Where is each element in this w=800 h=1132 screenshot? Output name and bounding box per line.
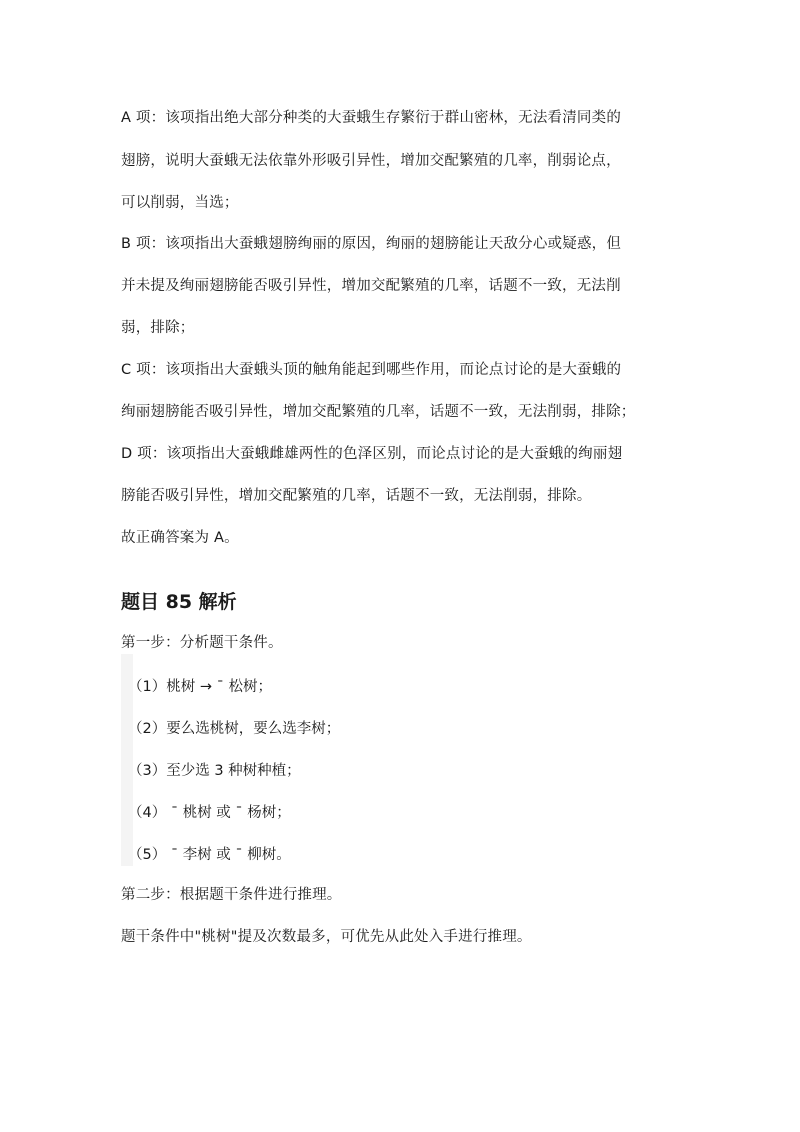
analysis-line: D 项：该项指出大蚕蛾雌雄两性的色泽区别，而论点讨论的是大蚕蛾的绚丽翅 [121, 446, 623, 462]
analysis-line: 弱，排除； [121, 320, 195, 336]
reasoning-line: 题干条件中"桃树"提及次数最多，可优先从此处入手进行推理。 [121, 929, 532, 945]
section-heading: 题目 85 解析 [121, 591, 237, 613]
analysis-line: 翅膀，说明大蚕蛾无法依靠外形吸引异性，增加交配繁殖的几率，削弱论点， [121, 153, 621, 169]
step-two-label: 第二步：根据题干条件进行推理。 [121, 887, 342, 903]
condition-item: （2）要么选桃树，要么选李树； [128, 721, 341, 737]
condition-item: （3）至少选 3 种树种植； [128, 763, 301, 779]
analysis-line: 膀能否吸引异性，增加交配繁殖的几率，话题不一致，无法削弱，排除。 [121, 488, 592, 504]
step-one-label: 第一步：分析题干条件。 [121, 635, 283, 651]
answer-line: 故正确答案为 A。 [121, 530, 239, 546]
condition-item: （1）桃树 → ¯ 松树； [128, 679, 272, 695]
analysis-line: B 项：该项指出大蚕蛾翅膀绚丽的原因，绚丽的翅膀能让天敌分心或疑惑，但 [121, 236, 622, 252]
analysis-line: C 项：该项指出大蚕蛾头顶的触角能起到哪些作用，而论点讨论的是大蚕蛾的 [121, 362, 622, 378]
analysis-line: 并未提及绚丽翅膀能否吸引异性，增加交配繁殖的几率，话题不一致，无法削 [121, 278, 621, 294]
condition-item: （5） ¯ 李树 或 ¯ 柳树。 [128, 847, 291, 863]
condition-item: （4） ¯ 桃树 或 ¯ 杨树； [128, 805, 291, 821]
analysis-line: A 项：该项指出绝大部分种类的大蚕蛾生存繁衍于群山密林，无法看清同类的 [121, 110, 622, 126]
analysis-line: 绚丽翅膀能否吸引异性，增加交配繁殖的几率，话题不一致，无法削弱，排除； [121, 404, 636, 420]
analysis-line: 可以削弱，当选； [121, 195, 239, 211]
